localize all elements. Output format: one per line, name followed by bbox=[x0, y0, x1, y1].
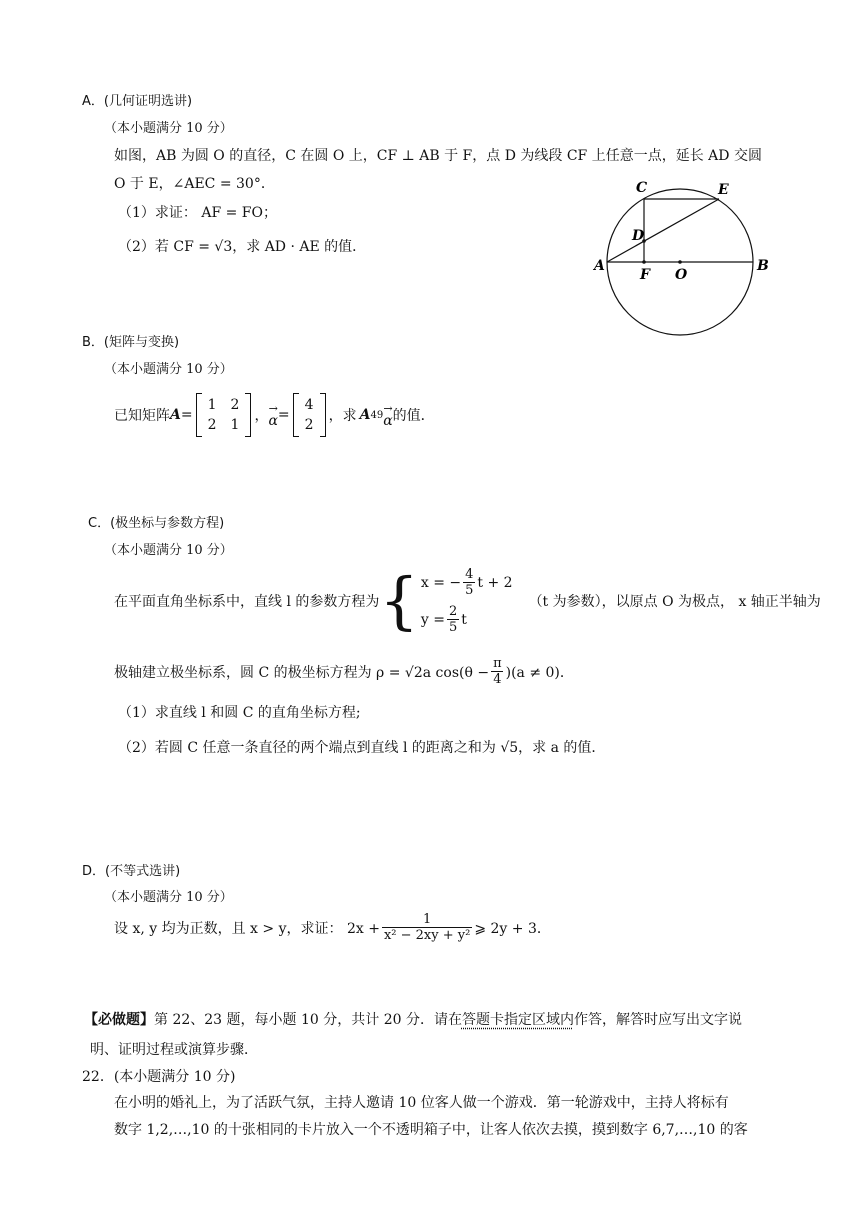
required-line1 bbox=[84, 1009, 742, 1029]
segment-ae bbox=[607, 199, 719, 262]
section-a-question-1: （1）求证： AF = FO； bbox=[118, 205, 278, 221]
label-c: C bbox=[636, 180, 648, 196]
alpha-label-2: α bbox=[383, 413, 393, 429]
label-f: F bbox=[640, 267, 650, 283]
q22-heading: 22．(本小题满分 10 分) bbox=[82, 1069, 236, 1085]
section-a-line2: O 于 E，∠AEC = 30°． bbox=[114, 176, 275, 192]
label-d: D bbox=[632, 228, 645, 244]
section-a-heading: A．(几何证明选讲) bbox=[82, 94, 193, 109]
parametric-system bbox=[421, 567, 513, 635]
section-d-suffix: ⩾ 2y + 3． bbox=[474, 920, 551, 937]
section-d-problem bbox=[114, 912, 551, 943]
section-d-prefix: 设 x, y 均为正数，且 x > y，求证： 2x + bbox=[114, 920, 380, 937]
vector-alpha-cell: 2 bbox=[304, 417, 314, 433]
point-o bbox=[678, 260, 682, 264]
d-frac-den: x² − 2xy + y² bbox=[383, 928, 471, 943]
pi-num: π bbox=[493, 656, 502, 671]
matrix-a-label: A bbox=[170, 407, 181, 423]
eq2-rhs: t bbox=[461, 611, 467, 628]
q22-line1: 在小明的婚礼上，为了活跃气氛，主持人邀请 10 位客人做一个游戏．第一轮游戏中，主持人将标有 bbox=[114, 1095, 729, 1111]
label-e: E bbox=[718, 182, 729, 198]
required-dotted: 答题卡指定区域内 bbox=[461, 1012, 574, 1028]
section-c-question-1: （1）求直线 l 和圆 C 的直角坐标方程; bbox=[118, 705, 361, 721]
required-tag: 【必做题】 bbox=[84, 1012, 154, 1028]
required-line2: 明、证明过程或演算步骤． bbox=[90, 1042, 258, 1058]
section-c-heading: C．(极坐标与参数方程) bbox=[88, 516, 225, 531]
section-d-score: （本小题满分 10 分） bbox=[104, 890, 233, 905]
required-text1: 第 22、23 题，每小题 10 分，共计 20 分．请在 bbox=[154, 1012, 462, 1028]
matrix-a bbox=[196, 393, 252, 437]
alpha-label: α bbox=[268, 413, 278, 429]
circle-geometry-figure bbox=[590, 170, 780, 340]
required-text2: 作答，解答时应写出文字说 bbox=[573, 1012, 742, 1028]
section-d-heading: D．(不等式选讲) bbox=[82, 864, 181, 879]
section-a-score: （本小题满分 10 分） bbox=[104, 121, 233, 136]
equation-x bbox=[421, 567, 513, 598]
section-c-line2-suffix: )(a ≠ 0)． bbox=[505, 664, 574, 681]
eq1-den: 5 bbox=[465, 583, 474, 598]
matrix-a-cell: 1 bbox=[230, 417, 240, 433]
label-o: O bbox=[675, 267, 688, 283]
section-b-suffix: 的值． bbox=[392, 408, 435, 424]
matrix-a-power-base: A bbox=[359, 407, 371, 423]
section-b-score: （本小题满分 10 分） bbox=[104, 362, 233, 377]
matrix-a-cell: 2 bbox=[230, 397, 240, 413]
section-c-line1 bbox=[114, 566, 821, 636]
eq1-rhs: t + 2 bbox=[477, 574, 513, 591]
section-c-line1-suffix: （t 为参数），以原点 O 为极点， x 轴正半轴为 bbox=[528, 594, 821, 610]
section-b-problem: 已知矩阵 A = 1 2 2 1 ， → α = 4 2 ，求 A 49 → α 的值． bbox=[114, 393, 435, 437]
matrix-a-cell: 2 bbox=[207, 417, 217, 433]
section-b-prefix: 已知矩阵 bbox=[114, 408, 170, 424]
eq1-lhs: x = − bbox=[420, 574, 462, 591]
point-f bbox=[642, 260, 646, 264]
eq1-num: 4 bbox=[465, 567, 474, 582]
vector-alpha-cell: 4 bbox=[304, 397, 314, 413]
q22-line2: 数字 1,2,…,10 的十张相同的卡片放入一个不透明箱子中，让客人依次去摸，摸到数字 6,7,…,10 的客 bbox=[114, 1122, 748, 1138]
section-a-line1: 如图，AB 为圆 O 的直径，C 在圆 O 上，CF ⊥ AB 于 F，点 D 为线段 CF 上任意一点，延长 AD 交圆 bbox=[114, 148, 762, 164]
section-b-ask: ，求 bbox=[328, 408, 357, 424]
pi-den: 4 bbox=[493, 672, 502, 687]
label-a: A bbox=[594, 258, 605, 274]
system-brace: { bbox=[379, 564, 419, 637]
label-b: B bbox=[757, 258, 769, 274]
equation-y bbox=[421, 604, 513, 635]
d-frac-num: 1 bbox=[422, 912, 432, 927]
matrix-power: 49 bbox=[370, 409, 384, 421]
section-c-line2-prefix: 极轴建立极坐标系，圆 C 的极坐标方程为 ρ = √2a cos(θ − bbox=[114, 664, 490, 681]
section-c-line2 bbox=[114, 656, 574, 687]
eq2-den: 5 bbox=[448, 620, 458, 635]
section-c-score: （本小题满分 10 分） bbox=[104, 543, 233, 558]
section-b-heading: B．(矩阵与变换) bbox=[82, 335, 180, 350]
alpha-vector-symbol-2: → α bbox=[383, 402, 393, 429]
alpha-vector-symbol: → α bbox=[268, 402, 278, 429]
section-a-question-2: （2）若 CF = √3，求 AD · AE 的值． bbox=[118, 239, 367, 255]
eq2-num: 2 bbox=[448, 604, 458, 619]
matrix-a-cell: 1 bbox=[207, 397, 217, 413]
section-c-line1-prefix: 在平面直角坐标系中，直线 l 的参数方程为 bbox=[114, 594, 380, 610]
section-c-question-2: （2）若圆 C 任意一条直径的两个端点到直线 l 的距离之和为 √5，求 a 的值． bbox=[118, 740, 606, 756]
vector-alpha bbox=[293, 393, 326, 437]
eq2-lhs: y = bbox=[420, 611, 445, 628]
